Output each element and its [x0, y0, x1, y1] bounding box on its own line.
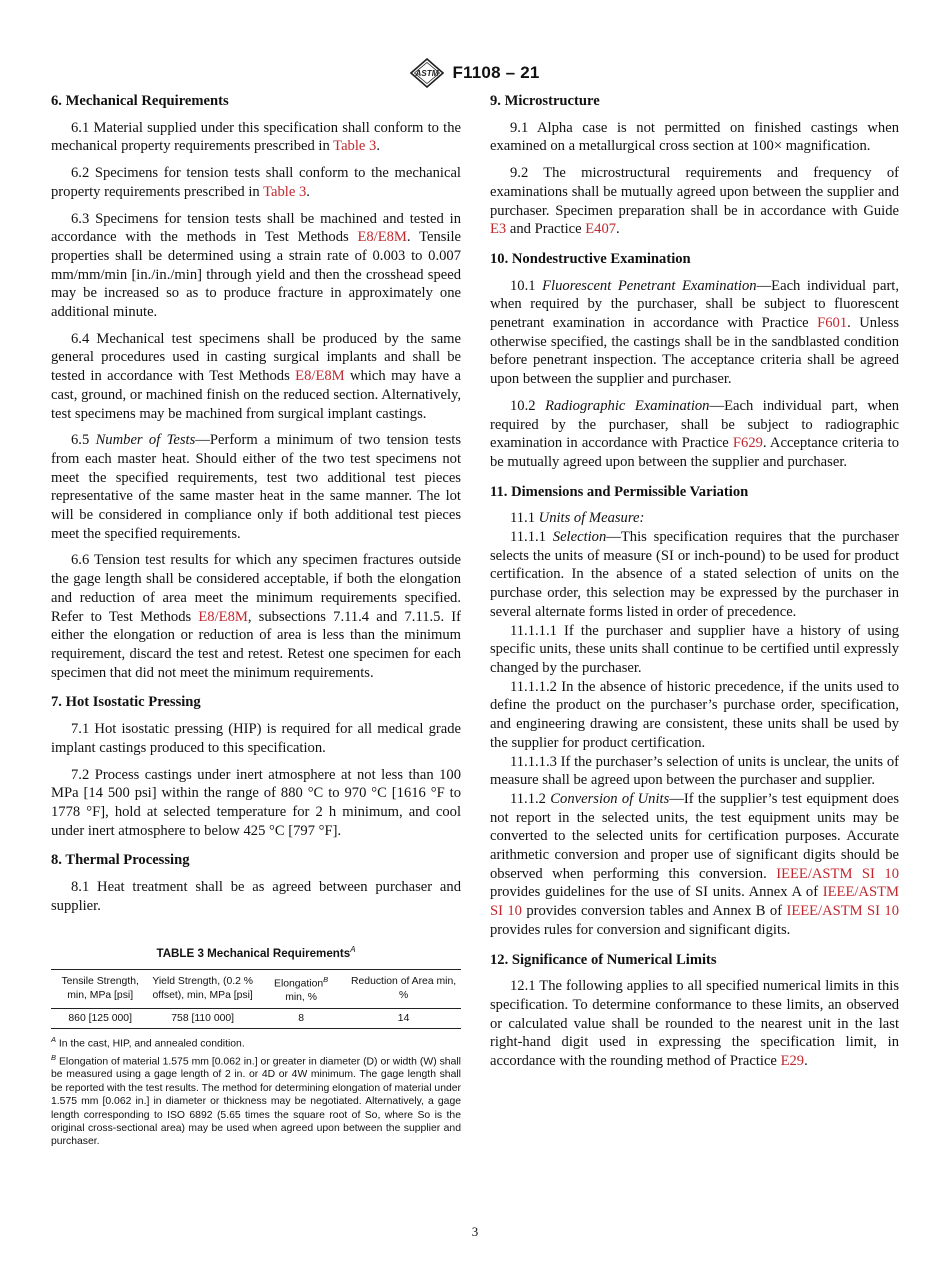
- e8-e8m-link[interactable]: E8/E8M: [198, 608, 248, 625]
- section-12-heading: 12. Significance of Numerical Limits: [490, 951, 717, 968]
- col-reduction-of-area: Reduction of Area min, %: [351, 976, 457, 1001]
- right-column: [490, 92, 899, 1079]
- para-6-4: 6.4 Mechanical test specimens shall be produced by the same general procedures used in casting surgical implants and shall be tested in accordance with Test Methods E8/E8M which may have a cast, ground, or machined finish on the reduced section. Alternatively, test specimens may be machined from surgical implant castings.: [51, 330, 461, 422]
- section-11-heading: 11. Dimensions and Permissible Variation: [490, 483, 749, 500]
- para-11-1-1-3: 11.1.1.3 If the purchaser’s selection of units is unclear, the units of measure shall be agreed upon between the purchaser and supplier.: [490, 753, 899, 789]
- para-6-2: 6.2 Specimens for tension tests shall conform to the mechanical property requirements prescribed in Table 3.: [51, 165, 461, 200]
- para-6-5: 6.5 Number of Tests—Perform a minimum of two tension tests from each master heat. Should either of the two test specimens not meet the specified requirements, test two additional test pieces representative of the same master heat in the same manner. The lot will be considered in compliance only if both additional test pieces meet the specified requirements.: [51, 432, 461, 542]
- para-9-1: 9.1 Alpha case is not permitted on finished castings when examined on a metallurgical cross section at 100× magnification.: [490, 119, 899, 155]
- e407-link[interactable]: E407: [585, 221, 617, 238]
- para-11-1-1-2: 11.1.1.2 In the absence of historic precedence, if the units used to define the product on the purchaser’s purchase order, specification, and engineering drawing are consistent, these units shall be used by the supplier for product certification.: [490, 678, 899, 751]
- para-6-6: 6.6 Tension test results for which any specimen fractures outside the gage length shall be considered acceptable, if both the elongation and reduction of area meet the minimum requirements specified. Refer to Test Methods E8/E8M, subsections 7.11.4 and 7.11.5. If either the elongation or reduction of area is less than the minimum requirement, discard the test and retest. Retest one specimen for each specimen that did not meet the minimum requirements.: [51, 552, 461, 681]
- footnote-a: $^A$ In the cast, HIP, and annealed condition.: [51, 1034, 245, 1050]
- e29-link[interactable]: E29: [780, 1053, 805, 1070]
- table-3-link[interactable]: Table 3: [263, 183, 307, 200]
- e8-e8m-link[interactable]: E8/E8M: [357, 229, 407, 246]
- para-11-1-1: 11.1.1 Selection—This specification requires that the purchaser selects the units of measure (SI or inch-pound) to be used for product certification. In the absence of a stated selection of units on the purchase order, this selection may be expressed by the purchaser in several alternate forms listed in order of precedence.: [490, 529, 899, 620]
- section-6-heading: 6. Mechanical Requirements: [51, 93, 229, 109]
- f629-link[interactable]: F629: [732, 435, 763, 452]
- cell-reduction: 14: [397, 1013, 410, 1025]
- ieee-astm-si10-link[interactable]: IEEE/ASTM SI 10: [776, 865, 899, 882]
- table-footnotes: [51, 1033, 461, 1149]
- ieee-astm-si10-link[interactable]: IEEE/ASTM SI 10: [490, 884, 899, 920]
- col-elongation: Elongation$^B$ min, %: [274, 974, 329, 1003]
- astm-logo-text: ASTM: [415, 69, 440, 79]
- table-row: [51, 1009, 461, 1028]
- col-yield-strength: Yield Strength, (0.2 % offset), min, MPa [psi]: [152, 976, 254, 1001]
- table-header-row: [51, 969, 461, 1008]
- page-number: 3: [471, 1224, 479, 1239]
- cell-yield: 758 [110 000]: [171, 1013, 235, 1025]
- para-11-1-2: 11.1.2 Conversion of Units—If the supplier’s test equipment does not report in the selected units, the test equipment units may be converted to the selected units for certification purposes. Accurate arithmetic conversion and proper use of significant digits should be observed when performing this conversion. IEEE/ASTM SI 10 provides guidelines for the use of SI units. Annex A of IEEE/ASTM SI 10 provides conversion tables and Annex B of IEEE/ASTM SI 10 provides rules for conversion and significant digits.: [490, 790, 900, 938]
- para-10-1: 10.1 Fluorescent Penetrant Examination—Each individual part, when required by the purchaser, shall be subject to fluorescent penetrant examination in accordance with Practice F601. Unless otherwise specified, the castings shall be in the sandblasted condition before penetrant inspection. The acceptance criteria shall be agreed upon between the supplier and purchaser.: [490, 277, 900, 388]
- cell-tensile: 860 [125 000]: [68, 1013, 132, 1025]
- astm-logo-icon: [410, 58, 444, 88]
- table-3-link[interactable]: Table 3: [333, 138, 377, 155]
- footnote-b: $^B$ Elongation of material 1.575 mm [0.062 in.] or greater in diameter (D) or width (W) shall be measured using a gage length of 2 in. or 4D or 4W minimum. The gage length shall be reported with the test results. The method for determining elongation of material under 1.575 mm [0.062 in.] in diameter or thickness may be negotiated. Alternatively, a gage length corresponding to ISO 6892 (5.65 times the square root of So, where So is the original cross-sectional area) may be used when agreed upon between the supplier and purchaser.: [51, 1052, 461, 1148]
- section-8-heading: 8. Thermal Processing: [51, 852, 190, 869]
- f601-link[interactable]: F601: [817, 315, 848, 332]
- col-tensile-strength: Tensile Strength, min, MPa [psi]: [61, 976, 139, 1001]
- para-6-1: 6.1 Material supplied under this specification shall conform to the mechanical property requirements prescribed in Table 3.: [51, 119, 461, 155]
- page-header: [0, 58, 950, 88]
- e3-link[interactable]: E3: [490, 221, 507, 238]
- e8-e8m-link[interactable]: E8/E8M: [295, 368, 345, 385]
- para-9-2: 9.2 The microstructural requirements and frequency of examinations shall be mutually agreed upon between the supplier and purchaser. Specimen preparation shall be in accordance with Guide E3 and Practice E407.: [490, 165, 899, 238]
- para-7-1: 7.1 Hot isostatic pressing (HIP) is required for all medical grade implant castings produced to this specification.: [51, 721, 461, 756]
- cell-elongation: 8: [298, 1013, 304, 1025]
- table-3-title: TABLE 3 Mechanical Requirements$^A$: [156, 945, 356, 961]
- para-6-3: 6.3 Specimens for tension tests shall be machined and tested in accordance with the methods in Test Methods E8/E8M. Tensile properties shall be determined using a strain rate of 0.003 to 0.007 mm/mm/min [in./in./min] through yield and then the crosshead speed may be increased so as to produce fracture in approximately one additional minute.: [51, 210, 462, 321]
- para-12-1: 12.1 The following applies to all specified numerical limits in this specification. To determine conformance to these limits, an observed or calculated value shall be rounded to the nearest unit in the last right-hand digit used in expressing the specification limit, in accordance with the rounding method of Practice E29.: [490, 978, 899, 1070]
- mechanical-requirements-table: [51, 969, 461, 1029]
- para-8-1: 8.1 Heat treatment shall be as agreed between purchaser and supplier.: [51, 879, 461, 914]
- section-7-heading: 7. Hot Isostatic Pressing: [51, 694, 201, 711]
- document-designation: F1108 – 21: [452, 63, 540, 82]
- left-column: [51, 92, 461, 1149]
- para-11-1-1-1: 11.1.1.1 If the purchaser and supplier have a history of using specific units, these units shall continue to be certified until expressly changed by the purchaser.: [490, 622, 899, 676]
- para-11-1: 11.1 Units of Measure:: [510, 510, 645, 527]
- para-10-2: 10.2 Radiographic Examination—Each individual part, when required by the purchaser, shall be subject to radiographic examination in accordance with Practice F629. Acceptance criteria to be mutually agreed upon between the supplier and purchaser.: [490, 397, 899, 470]
- section-10-heading: 10. Nondestructive Examination: [490, 250, 691, 267]
- para-7-2: 7.2 Process castings under inert atmosphere at not less than 100 MPa [14 500 psi] within the range of 880 °C to 970 °C [1616 °F to 1778 °F], hold at selected temperature for 2 h minimum, and cool under inert atmosphere to below 425 °C [797 °F].: [51, 766, 461, 839]
- section-9-heading: 9. Microstructure: [490, 93, 600, 109]
- ieee-astm-si10-link[interactable]: IEEE/ASTM SI 10: [786, 903, 899, 920]
